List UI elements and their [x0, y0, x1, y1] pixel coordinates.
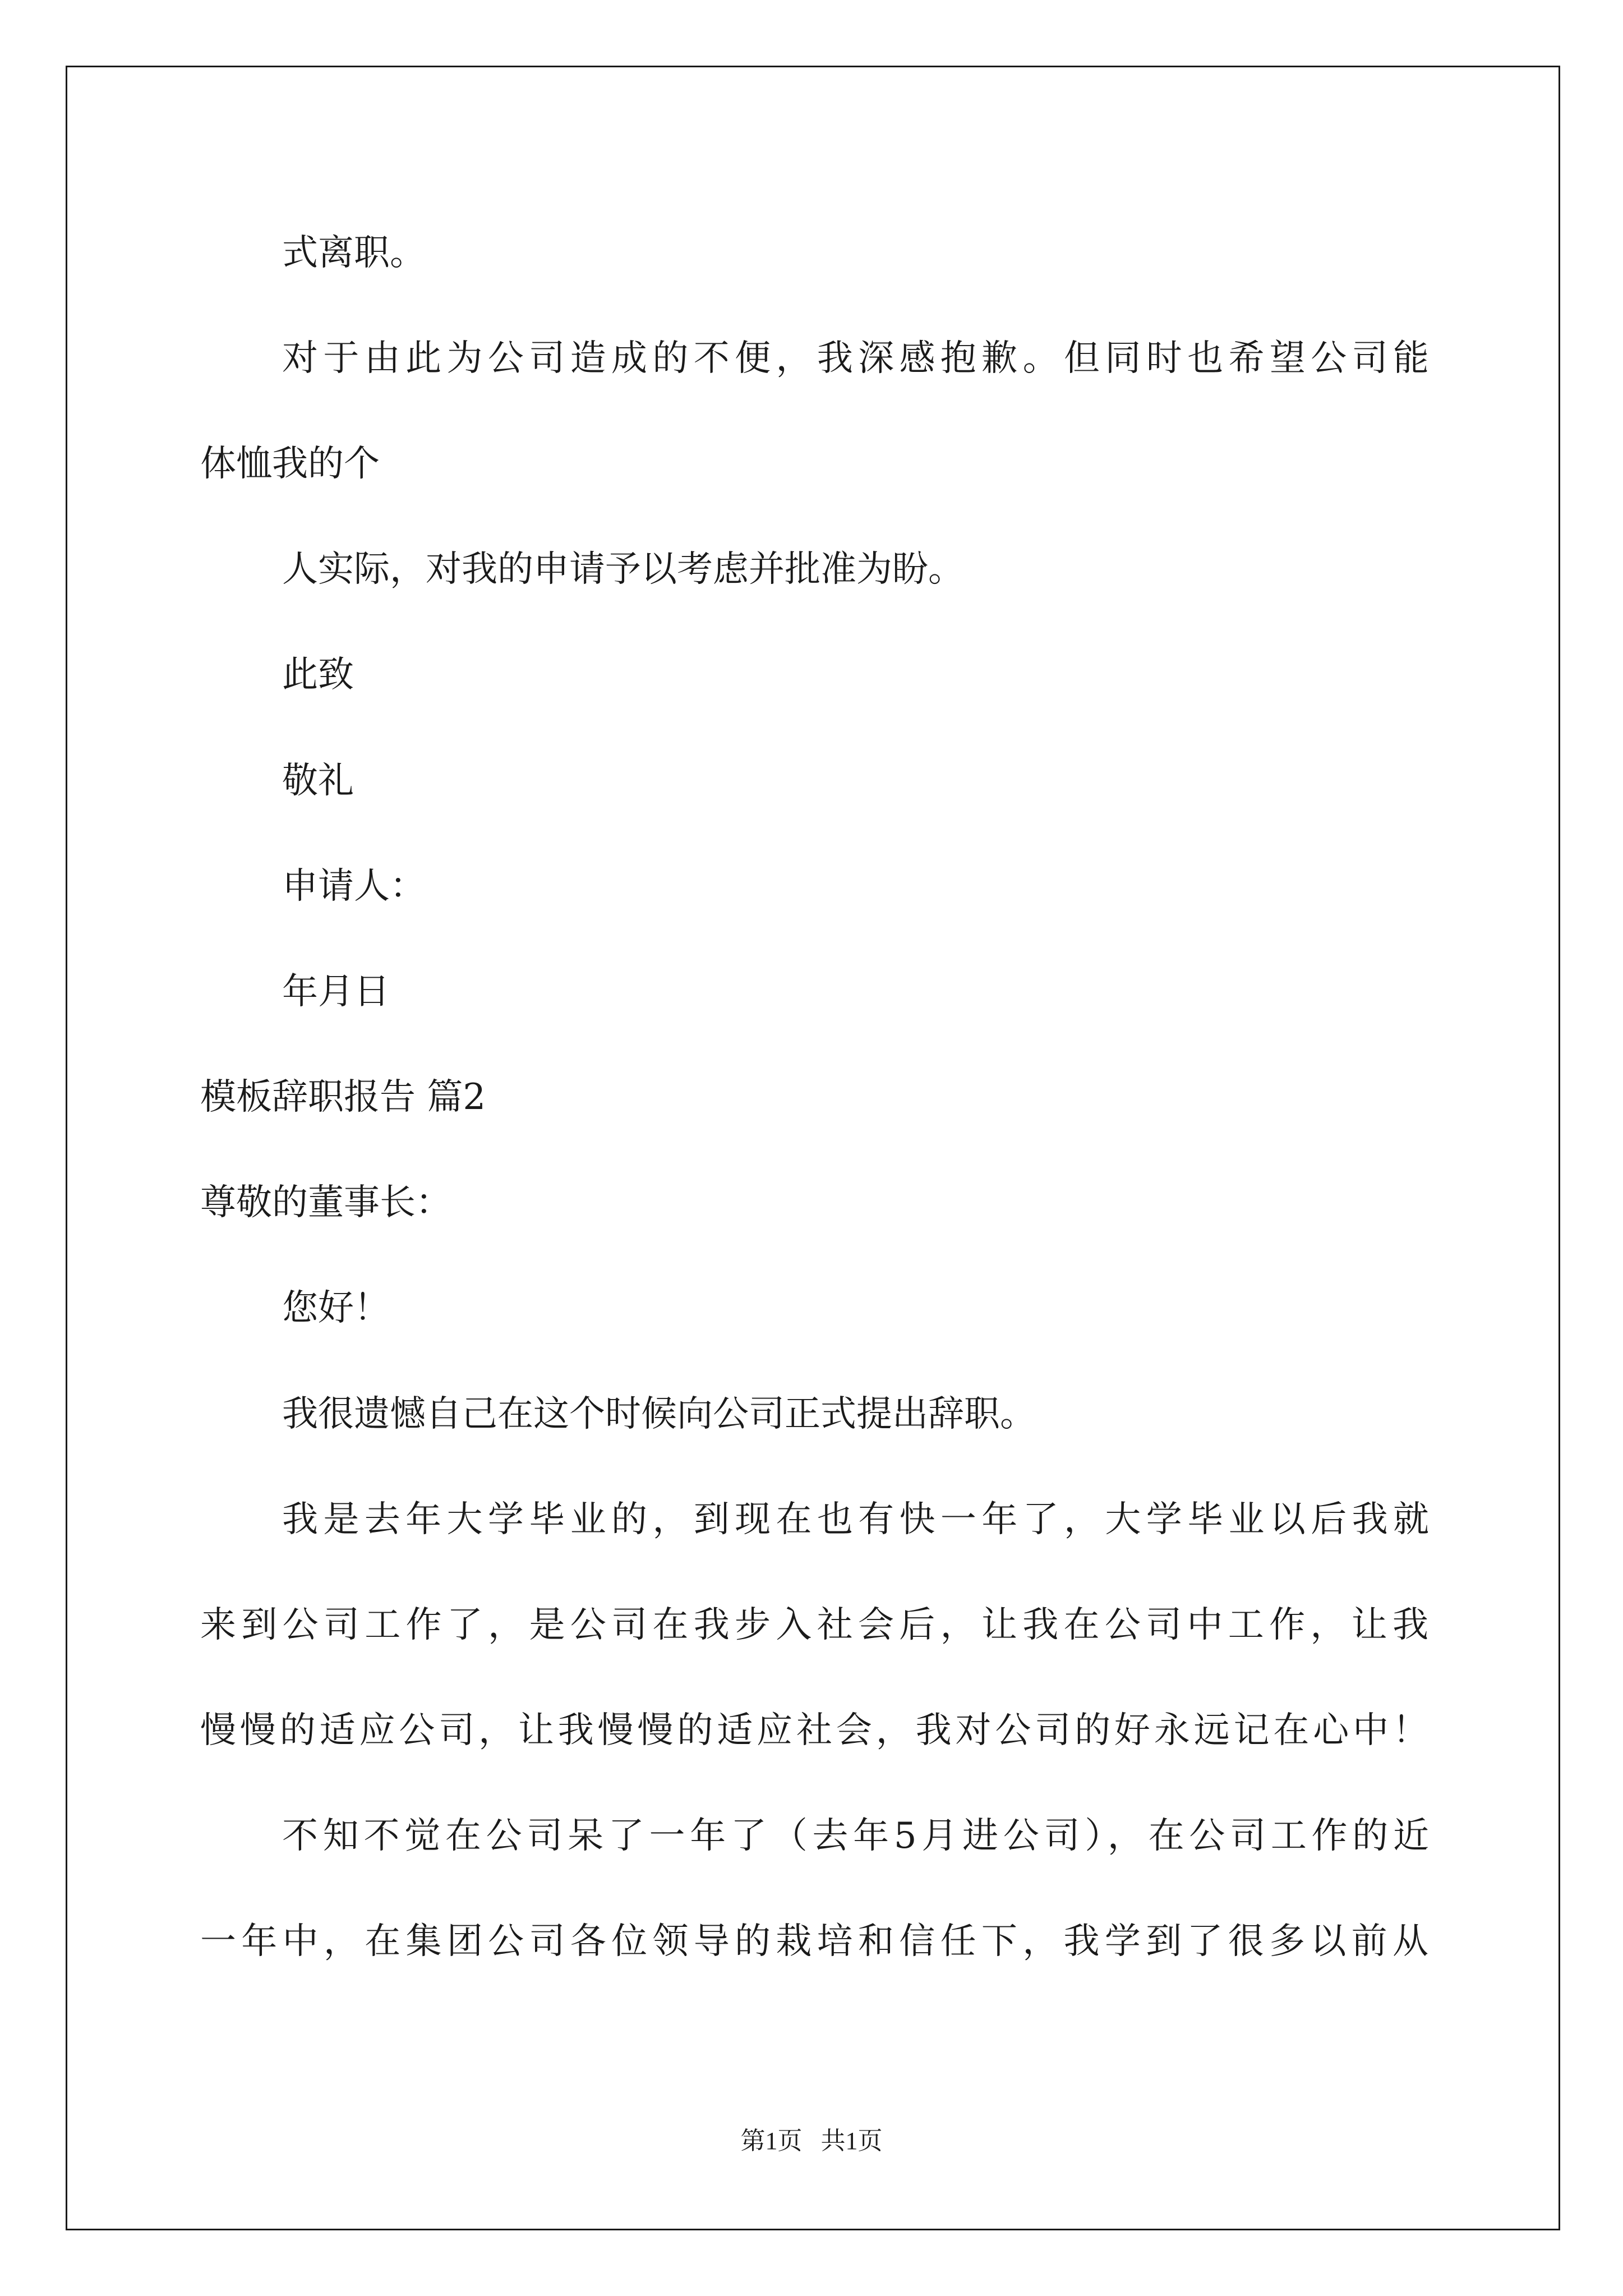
- salutation: 尊敬的董事长：: [200, 1182, 451, 1223]
- text-line: 式离职。: [282, 232, 426, 274]
- section-heading: 模板辞职报告 篇2: [200, 1076, 486, 1118]
- text-line: 年月日: [282, 971, 390, 1013]
- text-line: 一年中，在集团公司各位领导的栽培和信任下，我学到了很多以前从: [200, 1921, 1428, 1962]
- text-line: 此致: [282, 654, 354, 696]
- page-footer: 第1页 共1页: [740, 2127, 883, 2155]
- text-line: 申请人：: [282, 866, 426, 907]
- text-line: 体恤我的个: [200, 443, 380, 485]
- text-line: 来到公司工作了，是公司在我步入社会后，让我在公司中工作，让我: [200, 1604, 1428, 1646]
- text-line: 不知不觉在公司呆了一年了（去年5月进公司），在公司工作的近: [282, 1815, 1429, 1857]
- page-border: [66, 66, 1560, 2230]
- text-line: 人实际，对我的申请予以考虑并批准为盼。: [282, 549, 964, 590]
- text-line: 对于由此为公司造成的不便，我深感抱歉。但同时也希望公司能: [282, 338, 1429, 379]
- text-line: 我是去年大学毕业的，到现在也有快一年了，大学毕业以后我就: [282, 1499, 1429, 1540]
- text-line: 慢慢的适应公司，让我慢慢的适应社会，我对公司的好永远记在心中！: [200, 1710, 1428, 1751]
- text-line: 我很遗憾自己在这个时候向公司正式提出辞职。: [282, 1393, 1036, 1435]
- text-line: 敬礼: [282, 760, 354, 802]
- text-line: 您好！: [282, 1287, 390, 1329]
